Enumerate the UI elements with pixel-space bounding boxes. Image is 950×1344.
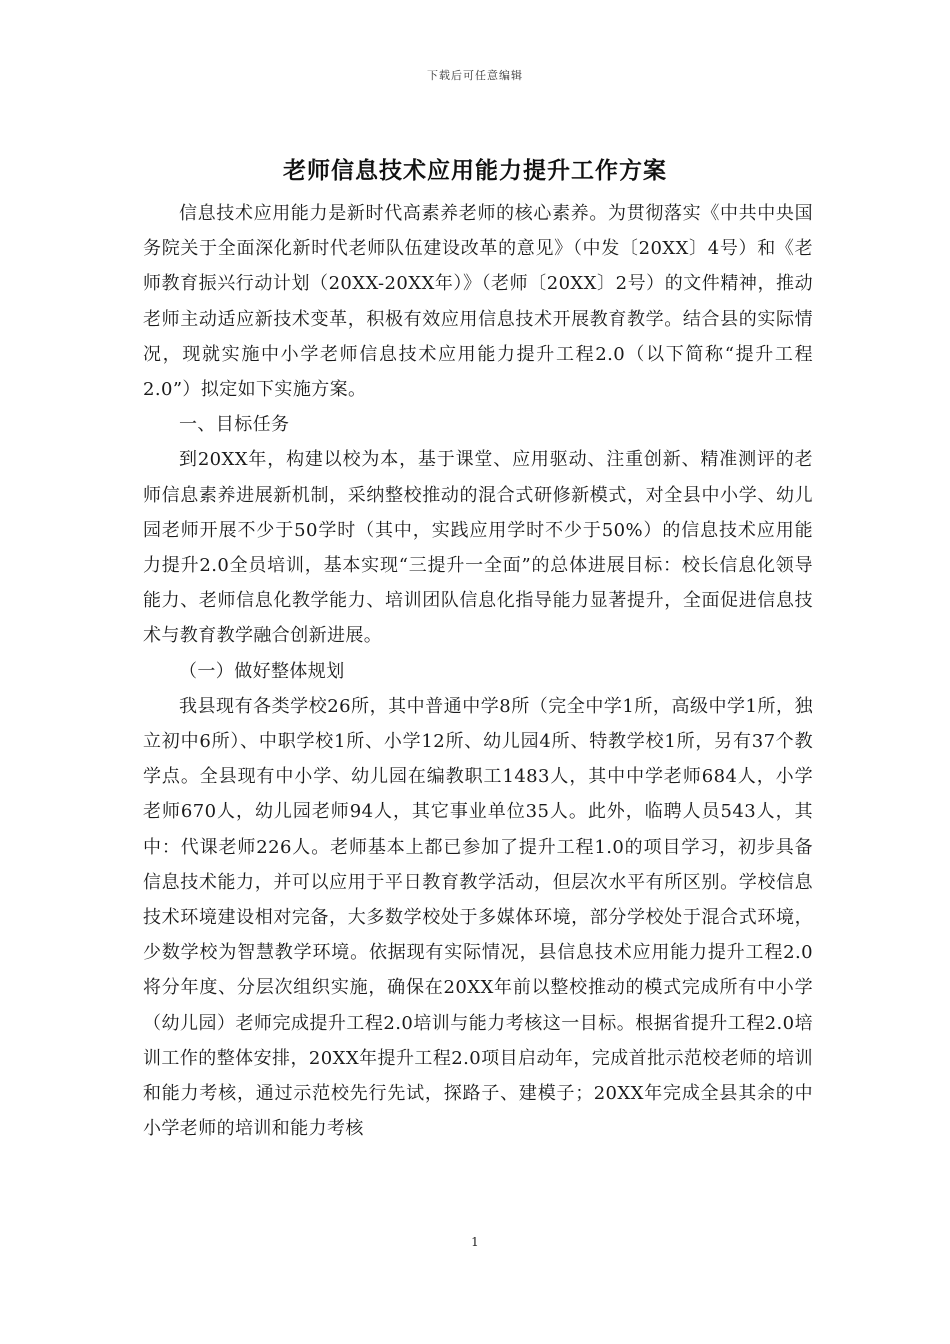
intro-paragraph: 信息技术应用能力是新时代高素养老师的核心素养。为贯彻落实《中共中央国务院关于全面深化新时代老师队伍建设改革的意见》（中发〔20XX〕4号）和《老师教育振兴行动计划（20XX-20XX年）》（老师〔20XX〕2号）的文件精神，推动老师主动适应新技术变革，积极有效应用信息技术开展教育教学。结合县的实际情况，现就实施中小学老师信息技术应用能力提升工程2.0（以下简称“提升工程2.0”）拟定如下实施方案。 [143,203,813,401]
subsection-heading-planning: （一）做好整体规划 [179,660,345,682]
document-body [143,196,813,1146]
document-title: 老师信息技术应用能力提升工作方案 [283,157,667,184]
header-note: 下载后可任意编辑 [427,69,523,82]
planning-paragraph: 我县现有各类学校26所，其中普通中学8所（完全中学1所，高级中学1所，独立初中6所）、中职学校1所、小学12所、幼儿园4所、特教学校1所，另有37个教学点。全县现有中小学、幼儿园在编教职工1483人，其中中学老师684人，小学老师670人，幼儿园老师94人，其它事业单位35人。此外，临聘人员543人，其中：代课老师226人。老师基本上都已参加了提升工程1.0的项目学习，初步具备信息技术能力，并可以应用于平日教育教学活动，但层次水平有所区别。学校信息技术环境建设相对完备，大多数学校处于多媒体环境，部分学校处于混合式环境，少数学校为智慧教学环境。依据现有实际情况，县信息技术应用能力提升工程2.0将分年度、分层次组织实施，确保在20XX年前以整校推动的模式完成所有中小学（幼儿园）老师完成提升工程2.0培训与能力考核这一目标。根据省提升工程2.0培训工作的整体安排，20XX年提升工程2.0项目启动年，完成首批示范校老师的培训和能力考核，通过示范校先行先试，探路子、建模子；20XX年完成全县其余的中小学老师的培训和能力考核 [143,695,813,1140]
page-number: 1 [471,1235,479,1249]
section-heading-goals: 一、目标任务 [179,414,290,436]
goals-paragraph: 到20XX年，构建以校为本，基于课堂、应用驱动、注重创新、精准测评的老师信息素养进展新机制，采纳整校推动的混合式研修新模式，对全县中小学、幼儿园老师开展不少于50学时（其中，实践应用学时不少于50%）的信息技术应用能力提升2.0全员培训，基本实现“三提升一全面”的总体进展目标：校长信息化领导能力、老师信息化教学能力、培训团队信息化指导能力显著提升，全面促进信息技术与教育教学融合创新进展。 [143,449,813,647]
